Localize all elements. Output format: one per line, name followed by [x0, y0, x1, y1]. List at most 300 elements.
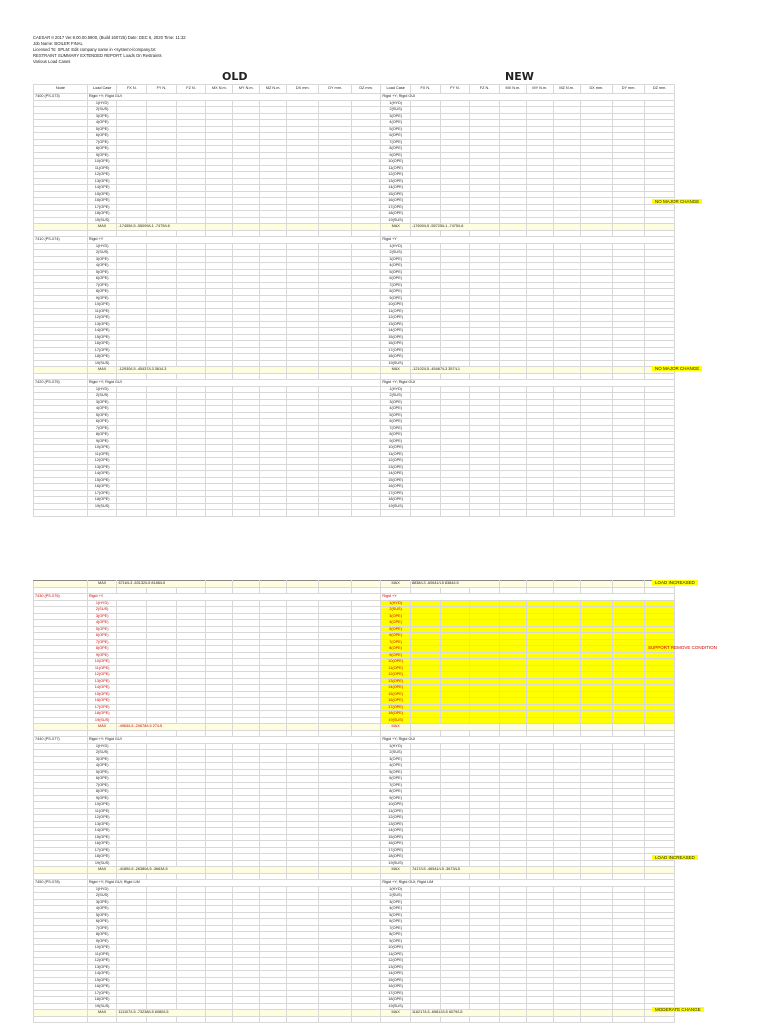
table-cell: 4(OPE): [87, 763, 117, 770]
table-cell: [260, 510, 287, 517]
table-cell: DZ mm.: [351, 85, 381, 94]
table-cell: 7(OPE): [381, 925, 411, 932]
table-cell: 7430 (PS-076): [34, 594, 88, 601]
table-cell: 2(SUS): [87, 107, 117, 114]
table-cell: 3(OPE): [87, 256, 117, 263]
table-cell: MAX: [381, 224, 411, 231]
table-cell: 17(OPE): [381, 204, 411, 211]
table-cell: 19(SUS): [381, 217, 411, 224]
table-cell: [410, 1016, 440, 1023]
table-cell: [206, 1016, 233, 1023]
table-cell: 6(OPE): [381, 919, 411, 926]
table-cell: MAX: [87, 367, 117, 374]
table-cell: Rigid +Y: [381, 594, 675, 601]
table-cell: 7420 (PS-075): [34, 380, 88, 387]
table-cell: 5(OPE): [381, 912, 411, 919]
table-cell: [233, 510, 260, 517]
table-cell: 7(OPE): [87, 282, 117, 289]
table-cell: [580, 510, 612, 517]
table-cell: [470, 1016, 500, 1023]
table-cell: 1(HYD): [87, 386, 117, 393]
table-cell: Load Case: [87, 85, 117, 94]
table-cell: 7(OPE): [381, 639, 411, 646]
table-cell: 15(OPE): [381, 191, 411, 198]
table-cell: [260, 1016, 287, 1023]
table-cell: 15(OPE): [87, 477, 117, 484]
table-cell: 14(OPE): [381, 185, 411, 192]
table-cell: 4(OPE): [381, 406, 411, 413]
table-cell: 8838/L3 -60641/L5 8384/L5: [410, 581, 499, 588]
table-cell: 17(OPE): [381, 990, 411, 997]
table-cell: 5(OPE): [381, 412, 411, 419]
table-cell: 8(OPE): [87, 146, 117, 153]
table-cell: 19(SUS): [87, 360, 117, 367]
table-cell: 7410 (PS-074): [34, 237, 88, 244]
table-cell: 11(OPE): [87, 665, 117, 672]
table-cell: 6(OPE): [87, 919, 117, 926]
table-cell: 15(OPE): [381, 477, 411, 484]
table-cell: 17(OPE): [87, 990, 117, 997]
table-cell: 16(OPE): [87, 341, 117, 348]
table-cell: 15(OPE): [87, 977, 117, 984]
change-note: MODERATE CHANGE: [652, 1007, 704, 1012]
table-cell: 2(SUS): [381, 250, 411, 257]
table-cell: 16(OPE): [381, 984, 411, 991]
table-cell: MAX: [87, 724, 117, 731]
table-cell: 11(OPE): [381, 951, 411, 958]
table-cell: Rigid +Y: [87, 237, 381, 244]
table-cell: 9(OPE): [87, 938, 117, 945]
table-cell: 6(OPE): [87, 776, 117, 783]
table-cell: 10(OPE): [381, 445, 411, 452]
change-note: LOAD INCREASED: [652, 580, 698, 585]
table-cell: 5(OPE): [381, 269, 411, 276]
table-cell: 8(OPE): [87, 289, 117, 296]
table-cell: 15(OPE): [381, 834, 411, 841]
table-cell: 3(OPE): [381, 756, 411, 763]
table-cell: 15(OPE): [87, 191, 117, 198]
table-cell: [319, 510, 351, 517]
table-cell: 6(OPE): [381, 633, 411, 640]
table-cell: MY N.m.: [233, 85, 260, 94]
table-cell: Rigid +Y; Rigid GUI: [87, 380, 381, 387]
table-cell: 2(SUS): [87, 250, 117, 257]
spacer-row: [34, 510, 675, 517]
table-cell: 1(HYD): [87, 600, 117, 607]
table-cell: 18(OPE): [87, 211, 117, 218]
table-cell: [117, 1016, 147, 1023]
table-cell: 2(SUS): [87, 393, 117, 400]
table-cell: [287, 510, 319, 517]
table-cell: DZ mm.: [645, 85, 675, 94]
table-cell: 19(SUS): [381, 717, 411, 724]
table-cell: [206, 510, 233, 517]
table-cell: 9(OPE): [87, 795, 117, 802]
table-cell: 12(OPE): [87, 315, 117, 322]
table-cell: 15(OPE): [87, 834, 117, 841]
table-cell: [87, 1016, 117, 1023]
table-cell: 13(OPE): [87, 464, 117, 471]
change-note: LOAD INCREASED: [652, 855, 698, 860]
table-cell: 13(OPE): [381, 821, 411, 828]
table-cell: 4(OPE): [87, 620, 117, 627]
table-cell: MAX: [381, 724, 411, 731]
table-cell: 19(SUS): [381, 860, 411, 867]
table-cell: 11(OPE): [381, 451, 411, 458]
table-cell: 16(OPE): [87, 984, 117, 991]
table-cell: 17(OPE): [381, 704, 411, 711]
table-cell: [440, 1016, 470, 1023]
table-cell: 6716/L3 -63132/L5 8188/L5: [117, 581, 206, 588]
table-cell: 16(OPE): [87, 841, 117, 848]
table-cell: 116217/L5 -69812/L5 6079/L5: [410, 1010, 499, 1017]
table-cell: 15(OPE): [381, 977, 411, 984]
change-note: NO MAJOR CHANGE: [652, 366, 702, 371]
table-cell: 8(OPE): [381, 289, 411, 296]
table-cell: 12(OPE): [87, 958, 117, 965]
table-cell: 18(OPE): [87, 997, 117, 1004]
restraint-table-page1: [33, 84, 675, 517]
table-cell: 10(OPE): [381, 302, 411, 309]
table-cell: 10(OPE): [87, 945, 117, 952]
table-cell: DX mm.: [287, 85, 319, 94]
table-cell: 3(OPE): [87, 113, 117, 120]
table-cell: 2(SUS): [381, 607, 411, 614]
table-cell: 8(OPE): [381, 932, 411, 939]
table-cell: 14(OPE): [381, 328, 411, 335]
table-cell: 16(OPE): [87, 484, 117, 491]
table-cell: 5(OPE): [87, 912, 117, 919]
table-cell: -4189/L5 -26380/L5 -3663/L5: [117, 867, 206, 874]
table-cell: 16(OPE): [381, 841, 411, 848]
table-cell: 4(OPE): [381, 906, 411, 913]
table-cell: 4(OPE): [381, 120, 411, 127]
table-cell: 10(OPE): [87, 302, 117, 309]
table-cell: [612, 1016, 644, 1023]
table-cell: 16(OPE): [381, 698, 411, 705]
table-cell: 2(SUS): [87, 607, 117, 614]
table-cell: Rigid +Y; Rigid GUI: [381, 380, 675, 387]
table-cell: 7(OPE): [381, 282, 411, 289]
table-cell: 1(HYD): [381, 243, 411, 250]
table-cell: 13(OPE): [87, 321, 117, 328]
table-cell: [645, 1016, 675, 1023]
table-cell: 7450 (PS-078): [34, 880, 88, 887]
restraint-table-page2: [33, 580, 675, 1023]
table-cell: 7400 (PS-073): [34, 94, 88, 101]
header-line: CAESAR II 2017 Ver.9.00.00.5900, (Build 160725) Date: DEC 6, 2020 Time: 11:32: [33, 35, 186, 40]
table-cell: Rigid +Y; Rigid GUI: [381, 737, 675, 744]
table-cell: 6(OPE): [381, 419, 411, 426]
table-cell: [147, 510, 177, 517]
table-cell: 15(OPE): [381, 334, 411, 341]
table-cell: 12(OPE): [87, 458, 117, 465]
table-cell: Rigid +Y; Rigid GUI; Rigid LIM: [87, 880, 380, 887]
table-cell: 11(OPE): [87, 808, 117, 815]
table-cell: [440, 510, 470, 517]
table-cell: 11(OPE): [87, 451, 117, 458]
table-cell: 1(HYD): [87, 743, 117, 750]
table-cell: 1(HYD): [381, 100, 411, 107]
table-cell: 1(HYD): [381, 886, 411, 893]
table-cell: [470, 510, 500, 517]
table-cell: -17600/L5 -55725/L1 -7475/L6: [411, 224, 500, 231]
table-cell: 7(OPE): [87, 639, 117, 646]
table-cell: 11(OPE): [381, 665, 411, 672]
table-cell: 14(OPE): [381, 685, 411, 692]
table-cell: 1(HYD): [381, 386, 411, 393]
table-cell: 1(HYD): [381, 600, 411, 607]
table-cell: 9(OPE): [381, 795, 411, 802]
table-cell: 7(OPE): [87, 782, 117, 789]
table-cell: 10(OPE): [381, 659, 411, 666]
table-cell: 18(OPE): [381, 354, 411, 361]
table-cell: 15(OPE): [381, 691, 411, 698]
table-cell: 19(SUS): [87, 503, 117, 510]
table-cell: Rigid +Y; Rigid GUI: [87, 94, 381, 101]
table-cell: MAX: [87, 581, 117, 588]
table-cell: 5(OPE): [87, 412, 117, 419]
table-cell: Node: [34, 85, 88, 94]
table-cell: 7(OPE): [381, 425, 411, 432]
table-cell: 2(SUS): [87, 893, 117, 900]
table-cell: 11(OPE): [381, 165, 411, 172]
table-cell: 19(SUS): [87, 217, 117, 224]
table-cell: Rigid +Y: [381, 237, 675, 244]
table-cell: [319, 1016, 351, 1023]
table-cell: 10(OPE): [381, 945, 411, 952]
header-line: Licensed To: SPLM: Edit company name in <system>/company.txt: [33, 47, 156, 52]
table-cell: 7(OPE): [381, 139, 411, 146]
table-cell: 13(OPE): [381, 178, 411, 185]
table-cell: 2(SUS): [381, 893, 411, 900]
table-cell: 8(OPE): [381, 146, 411, 153]
table-cell: 16(OPE): [381, 484, 411, 491]
table-cell: 9(OPE): [87, 295, 117, 302]
header-line: Various Load Cases: [33, 59, 71, 64]
table-cell: 16(OPE): [87, 698, 117, 705]
table-cell: 3(OPE): [381, 613, 411, 620]
table-cell: 8(OPE): [87, 789, 117, 796]
table-cell: 3(OPE): [381, 256, 411, 263]
table-cell: DY mm.: [612, 85, 644, 94]
table-cell: 17(OPE): [87, 847, 117, 854]
table-cell: 14(OPE): [381, 971, 411, 978]
table-cell: 6(OPE): [381, 276, 411, 283]
table-cell: 6(OPE): [381, 133, 411, 140]
table-cell: 12(OPE): [381, 672, 411, 679]
table-cell: 11(OPE): [87, 308, 117, 315]
table-cell: 3(OPE): [381, 399, 411, 406]
table-cell: 13(OPE): [381, 964, 411, 971]
table-cell: 9(OPE): [381, 938, 411, 945]
table-cell: 11(OPE): [87, 165, 117, 172]
table-cell: FY N.: [147, 85, 177, 94]
table-cell: MAX: [87, 867, 117, 874]
table-cell: 10(OPE): [87, 802, 117, 809]
table-cell: 14(OPE): [87, 971, 117, 978]
table-cell: 2(SUS): [381, 107, 411, 114]
table-cell: 3(OPE): [87, 756, 117, 763]
table-cell: Rigid +Y; Rigid GUI: [87, 737, 380, 744]
table-cell: 8(OPE): [87, 646, 117, 653]
spacer-row: [34, 1016, 675, 1023]
table-cell: 111107/L5 -73238/L5 6080/L5: [117, 1010, 206, 1017]
table-cell: 6(OPE): [87, 633, 117, 640]
table-cell: [499, 1016, 526, 1023]
table-cell: 14(OPE): [87, 328, 117, 335]
table-cell: 17(OPE): [381, 490, 411, 497]
table-cell: 9(OPE): [381, 652, 411, 659]
table-cell: 10(OPE): [381, 802, 411, 809]
header-line: Job Name: BOILER FINAL: [33, 41, 83, 46]
table-cell: -4963/L5 -20678/L5 27/L5: [117, 724, 206, 731]
table-cell: 14(OPE): [381, 471, 411, 478]
table-cell: 17(OPE): [87, 347, 117, 354]
table-cell: 9(OPE): [87, 152, 117, 159]
table-cell: 4(OPE): [381, 763, 411, 770]
table-cell: 14(OPE): [87, 471, 117, 478]
table-cell: [553, 1016, 580, 1023]
table-cell: [147, 1016, 177, 1023]
table-cell: 2(SUS): [381, 750, 411, 757]
table-cell: MAX: [87, 1010, 117, 1017]
table-cell: -12930/L5 -45437/L3 361/L3: [117, 367, 206, 374]
table-cell: 19(SUS): [381, 1003, 411, 1010]
table-cell: 6(OPE): [87, 133, 117, 140]
table-cell: 19(SUS): [87, 860, 117, 867]
table-cell: 19(SUS): [87, 1003, 117, 1010]
table-cell: 19(SUS): [381, 360, 411, 367]
table-cell: Rigid +Y; Rigid GUI: [381, 94, 675, 101]
table-cell: [176, 1016, 206, 1023]
table-cell: 12(OPE): [381, 172, 411, 179]
table-cell: 18(OPE): [87, 711, 117, 718]
table-cell: FX N.: [411, 85, 441, 94]
table-cell: 14(OPE): [87, 685, 117, 692]
table-cell: 14(OPE): [87, 828, 117, 835]
table-cell: FZ N.: [176, 85, 206, 94]
table-cell: 10(OPE): [87, 159, 117, 166]
report-header: [33, 35, 186, 65]
table-cell: 13(OPE): [87, 964, 117, 971]
table-cell: 5(OPE): [87, 269, 117, 276]
table-cell: 1(HYD): [87, 243, 117, 250]
table-cell: [499, 510, 526, 517]
table-cell: FZ N.: [470, 85, 500, 94]
table-cell: 6(OPE): [87, 276, 117, 283]
table-cell: 12(OPE): [87, 672, 117, 679]
table-cell: [34, 1016, 88, 1023]
table-cell: 10(OPE): [87, 659, 117, 666]
table-cell: MAX: [381, 581, 411, 588]
table-cell: MZ N.m.: [260, 85, 287, 94]
table-cell: [233, 1016, 260, 1023]
table-cell: 16(OPE): [381, 341, 411, 348]
table-cell: MX N.m.: [206, 85, 233, 94]
table-cell: 18(OPE): [381, 711, 411, 718]
table-cell: 18(OPE): [381, 211, 411, 218]
table-cell: 4(OPE): [87, 406, 117, 413]
table-cell: 5(OPE): [381, 126, 411, 133]
table-cell: DX mm.: [580, 85, 612, 94]
table-cell: 9(OPE): [381, 152, 411, 159]
table-cell: 4(OPE): [87, 263, 117, 270]
table-cell: [526, 1016, 553, 1023]
table-cell: 2(SUS): [87, 750, 117, 757]
table-cell: 3(OPE): [87, 899, 117, 906]
table-cell: 12(OPE): [381, 315, 411, 322]
table-cell: DY mm.: [319, 85, 351, 94]
table-cell: [34, 510, 88, 517]
header-line: RESTRAINT SUMMARY EXTENDED REPORT: Loads On Restraints: [33, 53, 162, 58]
table-cell: 7440 (PS-077): [34, 737, 88, 744]
table-cell: 13(OPE): [87, 178, 117, 185]
table-cell: 18(OPE): [87, 497, 117, 504]
table-cell: MAX: [381, 867, 411, 874]
table-cell: 7(OPE): [87, 425, 117, 432]
table-cell: MX N.m.: [499, 85, 526, 94]
table-cell: Rigid +Y: [87, 594, 380, 601]
table-cell: 1(HYD): [381, 743, 411, 750]
table-cell: 19(SUS): [381, 503, 411, 510]
table-cell: [612, 510, 644, 517]
table-cell: [381, 510, 411, 517]
table-cell: 12(OPE): [381, 458, 411, 465]
table-cell: 3(OPE): [381, 899, 411, 906]
table-cell: 4(OPE): [87, 906, 117, 913]
table-cell: [117, 510, 147, 517]
table-cell: 16(OPE): [381, 198, 411, 205]
table-cell: MZ N.m.: [553, 85, 580, 94]
table-cell: 8(OPE): [87, 432, 117, 439]
table-cell: 7417/L5 -46541/L5 -3673/L5: [410, 867, 499, 874]
table-cell: [553, 510, 580, 517]
change-note: SUPPORT REMOVE CONDITION: [648, 645, 717, 650]
table-cell: [526, 510, 553, 517]
table-cell: 3(OPE): [87, 613, 117, 620]
table-cell: 4(OPE): [381, 620, 411, 627]
table-cell: 9(OPE): [381, 438, 411, 445]
table-cell: [176, 510, 206, 517]
table-cell: 8(OPE): [381, 646, 411, 653]
table-cell: [351, 510, 381, 517]
table-cell: 18(OPE): [87, 354, 117, 361]
table-cell: 6(OPE): [381, 776, 411, 783]
table-header-row: [34, 85, 675, 94]
table-cell: 11(OPE): [381, 808, 411, 815]
table-cell: 12(OPE): [87, 172, 117, 179]
table-cell: MAX: [87, 224, 117, 231]
table-cell: 13(OPE): [87, 821, 117, 828]
table-cell: 14(OPE): [381, 828, 411, 835]
table-cell: 7(OPE): [87, 139, 117, 146]
table-cell: FY N.: [440, 85, 470, 94]
table-cell: 9(OPE): [87, 438, 117, 445]
table-cell: 12(OPE): [381, 815, 411, 822]
table-cell: 12(OPE): [87, 815, 117, 822]
table-cell: FX N.: [117, 85, 147, 94]
table-cell: 5(OPE): [381, 626, 411, 633]
new-title: NEW: [505, 70, 534, 83]
table-cell: Rigid +Y; Rigid GUI; Rigid LIM: [381, 880, 675, 887]
table-cell: 13(OPE): [381, 321, 411, 328]
table-cell: 17(OPE): [87, 704, 117, 711]
table-cell: 14(OPE): [87, 185, 117, 192]
table-cell: 18(OPE): [381, 497, 411, 504]
table-cell: [411, 510, 441, 517]
table-cell: 18(OPE): [381, 997, 411, 1004]
